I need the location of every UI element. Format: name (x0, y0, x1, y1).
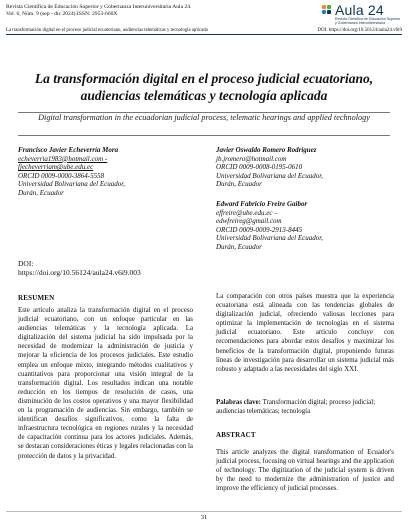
logo-mark-icon (322, 5, 332, 17)
page-number: 31 (200, 514, 208, 521)
logo-name: Aula 24 (335, 2, 384, 18)
author-name: Javier Oswaldo Romero Rodríguez (216, 146, 317, 154)
author-block-2 (216, 146, 396, 189)
author-email[interactable]: jb.jromero@hotmail.com (216, 154, 287, 163)
author-location: Durán, Ecuador (216, 180, 262, 189)
author-orcid[interactable]: ORCID 0009-0000-3864-5558 (18, 171, 105, 180)
journal-name: Revista Científica de Educación Superior y Gobernanza Interuniversitaria Aula 24. (6, 4, 192, 10)
subtitle-rule-bottom (18, 135, 390, 136)
author-email[interactable]: fjecheverriam@ube.edu.ec (18, 163, 94, 172)
author-email[interactable]: echeverria1983@hotmail.com - (18, 154, 108, 163)
abstract-paragraph: This article analyzes the digital transformation of Ecuador's judicial process, focusing on virtual hearings and the application of technology. The digitization of the judicial system is driven by the need to modernize the administration of justice and improve the efficiency of judicial processes. (216, 449, 394, 493)
header-rule (6, 34, 402, 35)
author-orcid[interactable]: ORCID 0009-0009-2913-8445 (216, 225, 303, 234)
resumen-column-left (18, 306, 193, 461)
logo-subtitle-line2: y Gobernanza Interuniversitaria (335, 21, 386, 26)
resumen-column-right (216, 292, 394, 374)
article-subtitle: Digital transformation in the ecuadorian judicial process, telematic hearings and applied technology (38, 113, 370, 122)
doi-label: DOI: (18, 259, 34, 268)
header-doi[interactable]: DOI: https://doi.org/10.56124/aula24.v6i9 (317, 28, 402, 33)
doi-link[interactable]: https://doi.org/10.56124/aula24.v6i9.003 (18, 268, 141, 277)
resumen-paragraph: Este artículo analiza la transformación digital en el proceso judicial ecuatoriano, con un enfoque particular en las audiencias telemáticas y la tecnología aplicada. La digitalización del sistema judicial ha sido impulsada por la necesidad de modernizar la administración de justicia y mejorar la eficiencia de los procesos judiciales. Este estudio emplea un enfoque mixto, integrando métodos cualitativos y cuantitativos para proporcionar una visión integral de la transformación digital. Los resultados indican una notable reducción en los tiempos de resolución de casos, una disminución de los costos operativos y una mayor flexibilidad en la programación de audiencias. Sin embargo, también se identifican desafíos significativos, como la falta de infraestructura tecnológica en regiones rurales y la necesidad de capacitación continua para los actores judiciales. Además, se destacan consideraciones éticas y legales relacionadas con la protección de datos y la privacidad. (18, 307, 193, 460)
author-affiliation: Universidad Bolivariana del Ecuador, (216, 234, 323, 243)
keywords-text: Transformación digital; proceso judicial; audiencias telemáticas; tecnología (216, 399, 376, 416)
author-email[interactable]: effreire@ube.edu.ec – (216, 208, 278, 217)
author-location: Durán, Ecuador (216, 242, 262, 251)
author-block-1 (18, 146, 193, 198)
resumen-heading: RESUMEN (18, 294, 55, 302)
author-affiliation: Universidad Bolivariana del Ecuador, (18, 180, 125, 189)
author-email[interactable]: edwfreireg@gmail.com (216, 217, 282, 226)
author-affiliation: Universidad Bolivariana del Ecuador, (216, 171, 323, 180)
keywords (216, 398, 394, 416)
author-orcid[interactable]: ORCID 0009-0008-0195-0610 (216, 163, 303, 172)
keywords-label: Palabras clave: (216, 399, 261, 406)
author-name: Edward Fabricio Freire Gaibor (216, 200, 308, 208)
journal-header (6, 4, 306, 19)
running-title: La transformación digital en el proceso judicial ecuatoriano, audiencias telemáticas y tecnología aplicada (6, 28, 208, 33)
author-block-3 (216, 200, 396, 252)
logo-subtitle-line1: Revista Científica de Educación Superior (335, 17, 401, 21)
journal-logo (322, 3, 402, 25)
journal-volume: Vol. 6, Núm. 9 (sep - dic 2024).ISSN: 2953-660X (6, 11, 118, 18)
abstract-heading: ABSTRACT (216, 431, 256, 439)
abstract-body (216, 448, 394, 493)
resumen-paragraph-continued: La comparación con otros países muestra que la experiencia ecuatoriana está alineada con las tendencias globales de digitalización judicial, ofreciendo valiosas lecciones para optimizar la implementación de tecnologías en el sistema judicial ecuatoriano. Este artículo concluye con recomendaciones para abordar estos desafíos y maximizar los beneficios de la transformación digital, proponiendo futuras líneas de investigación para desarrollar un sistema judicial más robusto y adaptado a las necesidades del siglo XXI. (216, 293, 394, 373)
article-title: La transformación digital en el proceso judicial ecuatoriano, audiencias telemáticas y tecnología aplicada (34, 71, 374, 103)
author-name: Francisco Javier Echeverría Mora (18, 146, 119, 154)
author-location: Durán, Ecuador (18, 188, 64, 197)
logo-subtitle (335, 17, 405, 25)
footer-rule (6, 511, 402, 512)
